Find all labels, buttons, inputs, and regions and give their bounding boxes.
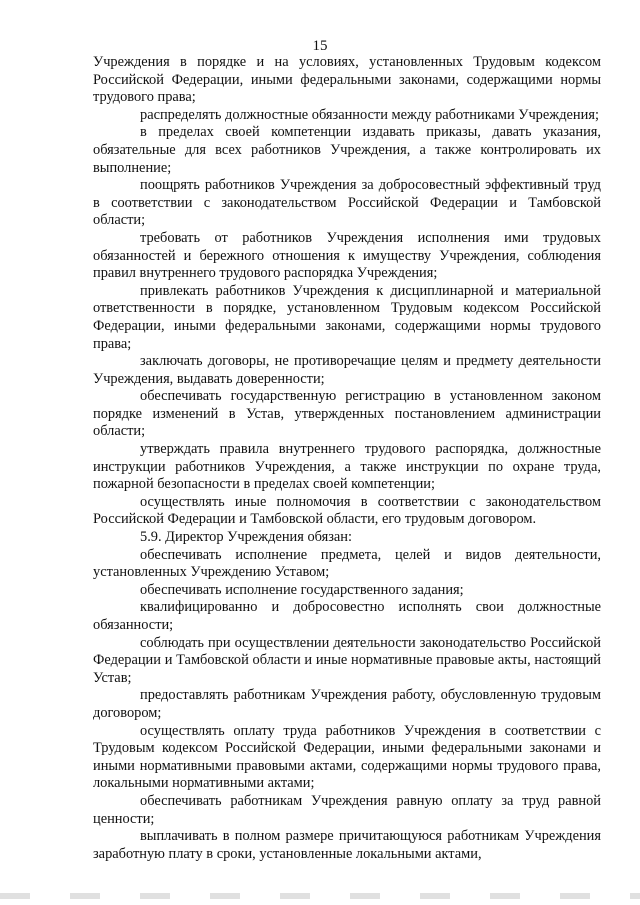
paragraph: осуществлять оплату труда работников Учреждения в соответствии с Трудовым кодексом Российской Федерации, иными федеральными законами и иными нормативными правовыми актами, содержащими нормы трудового права, локальными нормативными актами;	[93, 722, 601, 792]
paragraph: Учреждения в порядке и на условиях, установленных Трудовым кодексом Российской Федерации, иными федеральными законами, содержащими нормы трудового права;	[93, 54, 601, 106]
paragraph: соблюдать при осуществлении деятельности законодательство Российской Федерации и Тамбовской области и иные нормативные правовые акты, настоящий Устав;	[93, 634, 601, 686]
page-number: 15	[312, 38, 328, 54]
paragraph: предоставлять работникам Учреждения работу, обусловленную трудовым договором;	[93, 687, 601, 721]
paragraph: квалифицированно и добросовестно исполнять свои должностные обязанности;	[93, 599, 601, 633]
paragraph: 5.9. Директор Учреждения обязан:	[140, 529, 353, 546]
document-body	[93, 54, 601, 863]
paragraph: в пределах своей компетенции издавать приказы, давать указания, обязательные для всех работников Учреждения, а также контролировать их выполнение;	[93, 124, 601, 176]
paragraph: обеспечивать государственную регистрацию в установленном законом порядке изменений в Устав, утвержденных постановлением администрации области;	[93, 388, 601, 440]
paragraph: утверждать правила внутреннего трудового распорядка, должностные инструкции работников Учреждения, а также инструкции по охране труда, пожарной безопасности в пределах своей компетенции;	[93, 441, 601, 493]
paragraph: выплачивать в полном размере причитающуюся работникам Учреждения заработную плату в сроки, установленные локальными актами,	[93, 828, 601, 862]
scan-edge-artifact	[0, 893, 640, 899]
paragraph: привлекать работников Учреждения к дисциплинарной и материальной ответственности в порядке, установленном Трудовым кодексом Российской Федерации, иными федеральными законами, содержащими нормы трудового права;	[93, 282, 601, 352]
paragraph: поощрять работников Учреждения за добросовестный эффективный труд в соответствии с законодательством Российской Федерации и Тамбовской области;	[93, 177, 601, 229]
paragraph: обеспечивать исполнение предмета, целей и видов деятельности, установленных Учреждению Уставом;	[93, 546, 601, 581]
paragraph: распределять должностные обязанности между работниками Учреждения;	[140, 106, 599, 123]
paragraph: заключать договоры, не противоречащие целям и предмету деятельности Учреждения, выдавать доверенности;	[93, 353, 601, 387]
paragraph: обеспечивать исполнение государственного задания;	[140, 581, 464, 598]
paragraph: обеспечивать работникам Учреждения равную оплату за труд равной ценности;	[93, 792, 601, 827]
paragraph: требовать от работников Учреждения исполнения ими трудовых обязанностей и бережного отношения к имуществу Учреждения, соблюдения правил внутреннего трудового распорядка Учреждения;	[93, 229, 601, 282]
paragraph: осуществлять иные полномочия в соответствии с законодательством Российской Федерации и Тамбовской области, его трудовым договором.	[93, 493, 601, 528]
